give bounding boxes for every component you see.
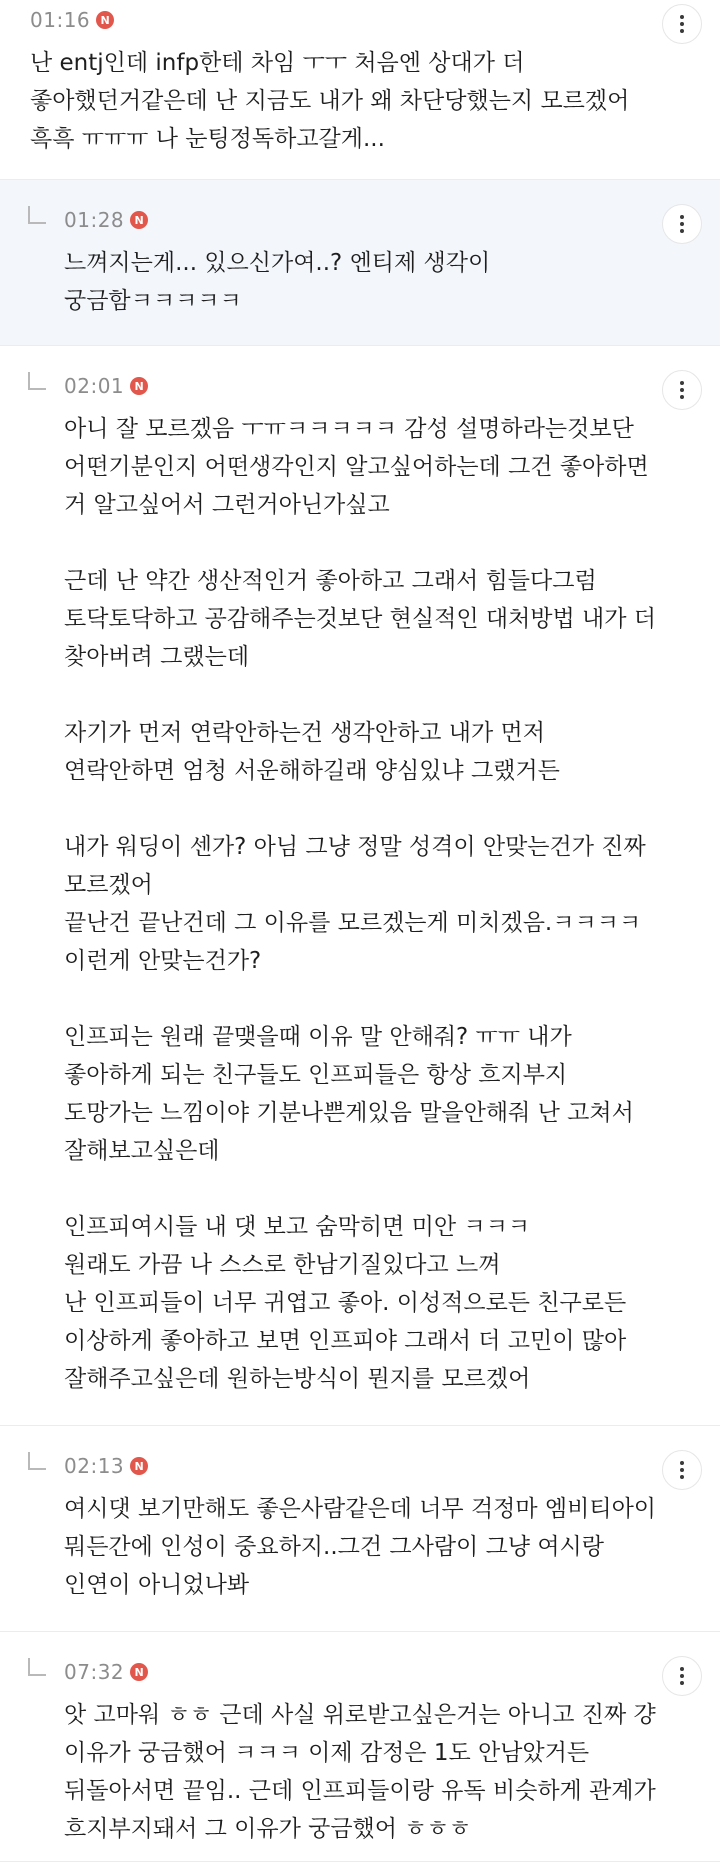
comment-time: 07:32 [64,1660,125,1684]
reply-arrow-icon [28,206,46,224]
comment-meta [30,8,114,32]
reply-item [0,346,720,1426]
more-dot-icon [680,1468,684,1472]
comment-text: 아니 잘 모르겠음 ㅜㅠㅋㅋㅋㅋㅋ 감성 설명하라는것보단 어떤기분인지 어떤생각인지 알고싶어하는데 그건 좋아하면 거 알고싶어서 그런거아닌가싶고 근데 난 약간 생산적인거 좋아하고 그래서 힘들다그럼 토닥토닥하고 공감해주는것보단 현실적인 대처방법 내가 더 찾아버려 그랬는데 자기가 먼저 연락안하는건 생각안하고 내가 먼저 연락안하면 엄청 서운해하길래 양심있냐 그랬거든 내가 워딩이 센가? 아님 그냥 정말 성격이 안맞는건가 진짜 모르겠어 끝난건 끝난건데 그 이유를 모르겠는게 미치겠음.ㅋㅋㅋㅋ 이런게 안맞는건가? 인프피는 원래 끝맺을때 이유 말 안해줘? ㅠㅠ 내가 좋아하게 되는 친구들도 인프피들은 항상 흐지부지 도망가는 느낌이야 기분나쁜게있음 말을안해줘 난 고쳐서 잘해보고싶은데 인프피여시들 내 댓 보고 숨막히면 미안 ㅋㅋㅋ 원래도 가끔 나 스스로 한남기질있다고 느껴 난 인프피들이 너무 귀엽고 좋아. 이성적으로든 친구로든 이상하게 좋아하고 보면 인프피야 그래서 더 고민이 많아 잘해주고싶은데 원하는방식이 뭔지를 모르겠어 [64,416,657,1392]
reply-arrow-icon [28,372,46,390]
comment-text: 여시댓 보기만해도 좋은사람같은데 너무 걱정마 엠비티아이 뭐든간에 인성이 중요하지..그건 그사람이 그냥 여시랑 인연이 아니었나봐 [64,1496,657,1598]
more-options-button[interactable] [662,1656,702,1696]
comment-meta [64,208,148,232]
reply-item [0,1632,720,1862]
reply-item [0,180,720,346]
more-dot-icon [680,1475,684,1479]
new-badge: N [130,377,148,395]
more-options-button[interactable] [662,370,702,410]
comment-time: 01:16 [30,8,91,32]
reply-arrow-icon [28,1452,46,1470]
more-options-button[interactable] [662,1450,702,1490]
comment-item [0,0,720,180]
more-dot-icon [680,1681,684,1685]
more-dot-icon [680,381,684,385]
comment-time: 02:13 [64,1454,125,1478]
comment-meta [64,1454,148,1478]
comment-text: 난 entj인데 infp한테 차임 ㅜㅜ 처음엔 상대가 더 좋아했던거같은데 난 지금도 내가 왜 차단당했는지 모르겠어 흑흑 ㅠㅠㅠ 나 눈팅정독하고갈게... [30,50,630,152]
new-badge: N [96,11,114,29]
more-dot-icon [680,15,684,19]
more-options-button[interactable] [662,204,702,244]
reply-item [0,1426,720,1632]
new-badge: N [130,211,148,229]
more-dot-icon [680,222,684,226]
comment-text: 느껴지는게... 있으신가여..? 엔티제 생각이 궁금함ㅋㅋㅋㅋㅋ [64,250,491,314]
more-dot-icon [680,229,684,233]
more-dot-icon [680,1461,684,1465]
more-dot-icon [680,395,684,399]
more-dot-icon [680,29,684,33]
more-dot-icon [680,1667,684,1671]
new-badge: N [130,1457,148,1475]
comment-text: 앗 고마워 ㅎㅎ 근데 사실 위로받고싶은거는 아니고 진짜 걍 이유가 궁금했어 ㅋㅋㅋ 이제 감정은 1도 안남았거든 뒤돌아서면 끝임.. 근데 인프피들이랑 유독 비슷하게 관계가 흐지부지돼서 그 이유가 궁금했어 ㅎㅎㅎ [64,1702,656,1842]
new-badge: N [130,1663,148,1681]
more-dot-icon [680,1674,684,1678]
more-dot-icon [680,22,684,26]
comment-meta [64,1660,148,1684]
comment-time: 01:28 [64,208,125,232]
comment-time: 02:01 [64,374,125,398]
more-dot-icon [680,388,684,392]
more-dot-icon [680,215,684,219]
comment-meta [64,374,148,398]
more-options-button[interactable] [662,4,702,44]
reply-arrow-icon [28,1658,46,1676]
